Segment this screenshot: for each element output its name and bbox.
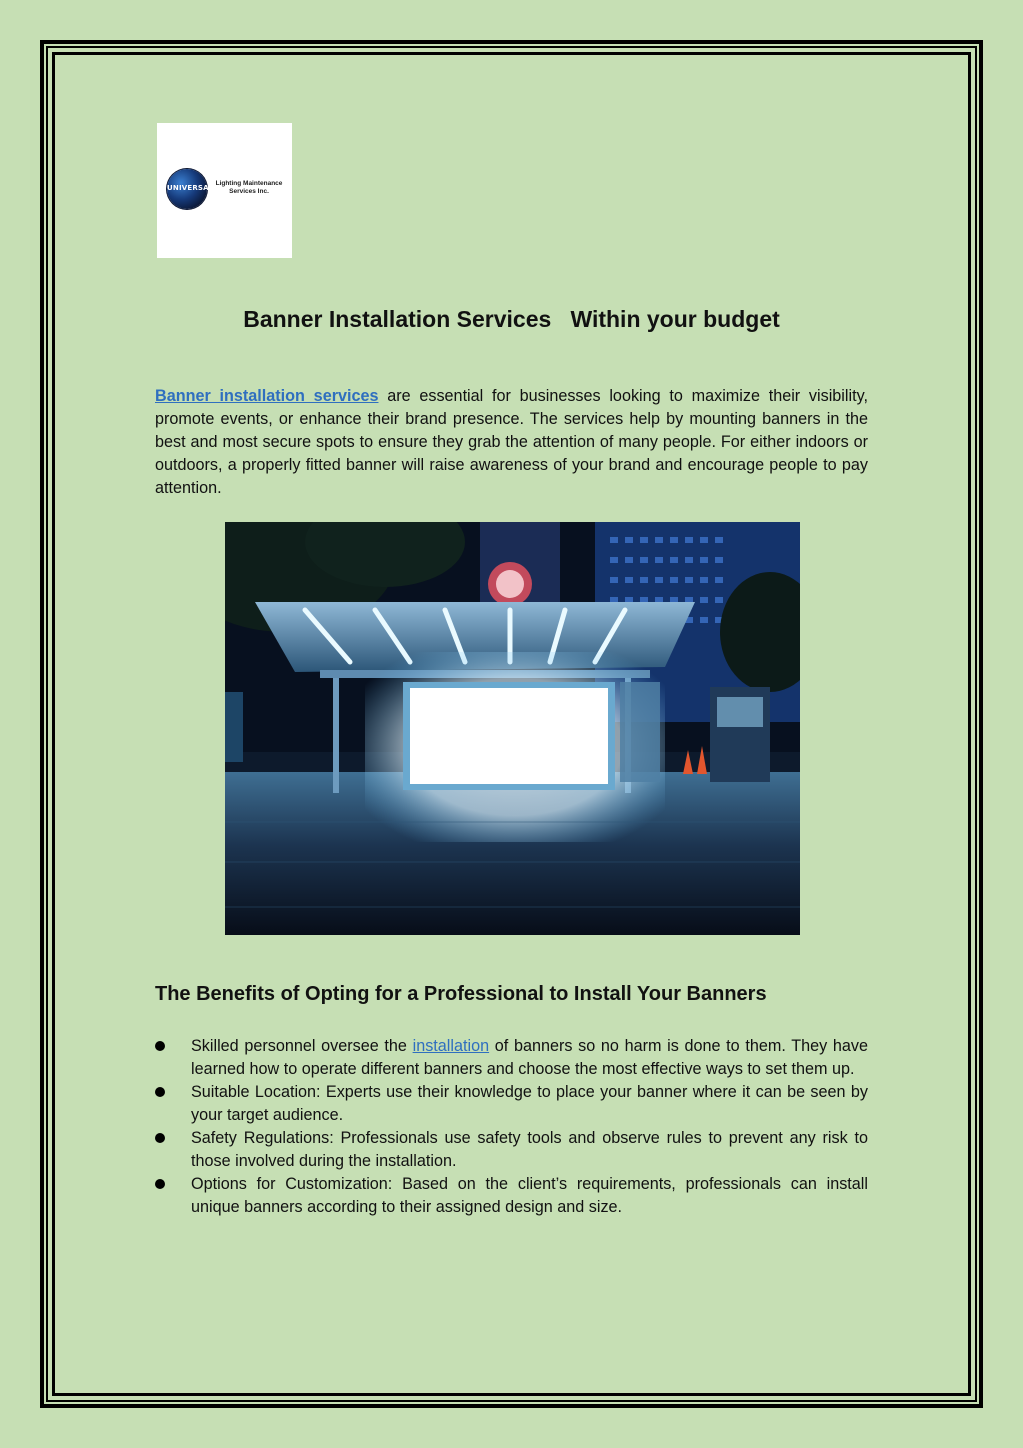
bullet-icon — [155, 1087, 165, 1097]
logo-name-line2: Services Inc. — [229, 188, 269, 195]
company-logo — [157, 123, 292, 258]
list-item — [155, 1081, 868, 1127]
banner-installation-services-link[interactable]: Banner installation services — [155, 387, 379, 405]
bullet-icon — [155, 1179, 165, 1189]
page-title: Banner Installation Services Within your budget — [243, 306, 780, 332]
benefit-4-text: Options for Customization: Based on the client’s requirements, professionals can install unique banners according to their assigned design and size. — [191, 1175, 868, 1216]
benefit-1-before: Skilled personnel oversee the — [191, 1037, 413, 1055]
benefits-heading: The Benefits of Opting for a Professional to Install Your Banners — [155, 983, 767, 1005]
benefits-list — [155, 1035, 868, 1219]
bus-stop-billboard-photo — [225, 522, 800, 935]
globe-icon — [167, 169, 214, 209]
intro-paragraph — [155, 385, 868, 500]
benefit-2-text: Suitable Location: Experts use their knowledge to place your banner where it can be seen by your target audience. — [191, 1083, 868, 1124]
installation-link[interactable]: installation — [412, 1037, 490, 1055]
benefit-1-after: of banners so no harm is done to them. They have learned how to operate different banners and choose the most effective ways to set them up. — [191, 1037, 868, 1078]
logo-name-line1: Lighting Maintenance — [215, 180, 283, 187]
list-item — [155, 1127, 868, 1173]
bullet-icon — [155, 1041, 165, 1051]
list-item — [155, 1173, 868, 1219]
intro-body-text: are essential for businesses looking to maximize their visibility, promote events, or enhance their brand presence. The services help by mounting banners in the best and most secure spots to ensure they grab the attention of many people. For either indoors or outdoors, a properly fitted banner will raise awareness of your brand and encourage people to pay attention. — [155, 387, 868, 497]
logo-globe-text: UNIVERSAL — [167, 184, 214, 192]
list-item — [155, 1035, 868, 1081]
logo-company-name — [211, 180, 287, 196]
bullet-icon — [155, 1133, 165, 1143]
benefit-3-text: Safety Regulations: Professionals use safety tools and observe rules to prevent any risk to those involved during the installation. — [191, 1129, 868, 1170]
